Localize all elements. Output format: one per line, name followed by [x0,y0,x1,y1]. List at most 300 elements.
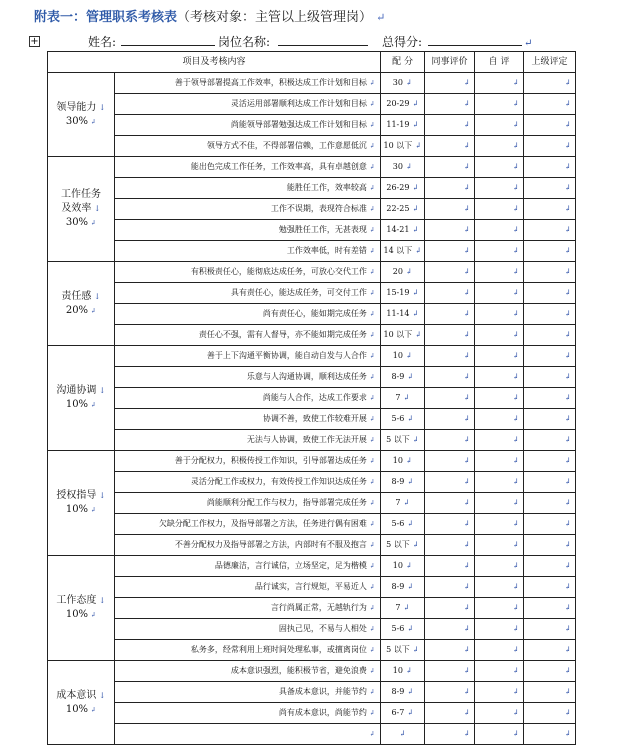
paragraph-mark-icon: ↲ [366,604,376,612]
criterion-text: 能出色完成工作任务，工作效率高，具有卓越创意 [190,162,367,171]
criterion-text: 尚能与人合作，达成工作要求 [262,393,367,402]
total-score-field-line[interactable] [428,45,522,46]
superior-rating-cell[interactable]: ↲ [524,577,576,598]
table-row [48,199,576,220]
peer-rating-cell[interactable]: ↲ [425,577,475,598]
superior-rating-cell[interactable]: ↲ [524,619,576,640]
peer-rating-cell[interactable]: ↲ [425,493,475,514]
criterion-text: 协调不善，致使工作较难开展 [262,414,367,423]
table-row [48,220,576,241]
category-cell [48,346,115,451]
score-range: 8-9 [391,477,405,486]
peer-rating-cell[interactable]: ↲ [425,640,475,661]
criterion-cell [115,283,381,304]
superior-rating-cell[interactable]: ↲ [524,157,576,178]
score-range-cell [381,304,425,325]
score-range-cell [381,325,425,346]
criterion-cell [115,73,381,94]
peer-rating-cell[interactable]: ↲ [425,115,475,136]
self-rating-cell[interactable]: ↲ [475,199,524,220]
paragraph-mark-icon: ↲ [366,646,376,654]
peer-rating-cell[interactable]: ↲ [425,157,475,178]
table-row [48,472,576,493]
superior-rating-cell[interactable]: ↲ [524,493,576,514]
criterion-cell [115,241,381,262]
peer-rating-cell[interactable]: ↲ [425,136,475,157]
criterion-text: 灵活分配工作或权力，有效传授工作知识达成任务 [190,477,367,486]
table-header-row [48,52,576,73]
superior-rating-cell[interactable]: ↲ [524,451,576,472]
category-weight: 20% [65,304,89,316]
header-peer: 同事评价 [425,52,475,73]
paragraph-mark-icon: ↲ [88,401,97,409]
table-row [48,409,576,430]
paragraph-mark-icon: ↲ [402,666,413,675]
superior-rating-cell[interactable]: ↲ [524,682,576,703]
category-name: 工作任务 [61,189,101,200]
peer-rating-cell[interactable]: ↲ [425,73,475,94]
self-rating-cell[interactable]: ↲ [475,577,524,598]
superior-rating-cell[interactable]: ↲ [524,220,576,241]
peer-rating-cell[interactable]: ↲ [425,619,475,640]
score-range: 20 [392,267,403,276]
table-row [48,325,576,346]
superior-rating-cell[interactable]: ↲ [524,241,576,262]
superior-rating-cell[interactable]: ↲ [524,472,576,493]
self-rating-cell[interactable]: ↲ [475,115,524,136]
superior-rating-cell[interactable]: ↲ [524,703,576,724]
paragraph-mark-icon: ↲ [402,78,413,87]
criterion-cell [115,703,381,724]
paragraph-mark-icon: ↲ [409,288,419,297]
category-weight: 10% [65,609,89,620]
category-name: 沟通协调 [56,385,97,396]
peer-rating-cell[interactable]: ↲ [425,325,475,346]
self-rating-cell[interactable]: ↲ [475,283,524,304]
superior-rating-cell[interactable]: ↲ [524,325,576,346]
paragraph-mark-icon: ↲ [412,246,422,255]
score-range-cell [381,514,425,535]
criterion-cell [115,178,381,199]
paragraph-mark-icon: ↲ [404,519,414,528]
paragraph-mark-icon: ↲ [366,226,376,234]
self-rating-cell[interactable]: ↲ [475,94,524,115]
criterion-text: 固执己见，不易与人相处 [278,624,367,633]
table-row [48,535,576,556]
score-range: 11-19 [386,120,410,129]
paragraph-mark-icon: ↲ [409,225,419,234]
paragraph-mark-icon: ↲ [88,705,97,714]
score-range-cell [381,409,425,430]
peer-rating-cell[interactable]: ↲ [425,220,475,241]
superior-rating-cell[interactable]: ↲ [524,304,576,325]
table-row [48,262,576,283]
peer-rating-cell[interactable]: ↲ [425,430,475,451]
criterion-text: 领导方式不佳，不得部署信赖，工作意愿低沉 [206,141,367,150]
criterion-text: 能胜任工作，效率较高 [286,183,367,192]
score-range-cell [381,388,425,409]
criterion-text: 成本意识强烈，能积极节省，避免浪费 [230,666,367,675]
self-rating-cell[interactable]: ↲ [475,136,524,157]
superior-rating-cell[interactable]: ↲ [524,94,576,115]
peer-rating-cell[interactable]: ↲ [425,367,475,388]
score-range-cell [381,577,425,598]
superior-rating-cell[interactable]: ↲ [524,640,576,661]
score-range: 10 [392,351,403,360]
criterion-cell [115,325,381,346]
paragraph-mark-icon: ↵ [524,38,533,49]
paragraph-mark-icon: ↲ [404,414,414,423]
criterion-cell [115,388,381,409]
criterion-text: 无法与人协调，致使工作无法开展 [246,435,367,444]
paragraph-mark-icon: ↲ [409,120,419,129]
superior-rating-cell[interactable]: ↲ [524,598,576,619]
paragraph-mark-icon: ↓ [96,596,106,605]
category-cell [48,157,115,262]
peer-rating-cell[interactable]: ↲ [425,598,475,619]
peer-rating-cell[interactable]: ↲ [425,241,475,262]
paragraph-mark-icon: ↲ [412,330,422,339]
category-weight: 10% [65,399,89,410]
peer-rating-cell[interactable]: ↲ [425,199,475,220]
score-range: 10 [392,666,403,675]
self-rating-cell[interactable]: ↲ [475,451,524,472]
criterion-cell [115,724,381,745]
table-row [48,178,576,199]
paragraph-mark-icon: ↲ [404,708,414,717]
score-range: 10 以下 [383,141,413,150]
criterion-text: 灵活运用部署顺利达成工作计划和目标 [230,99,367,108]
paragraph-mark-icon: ↲ [404,477,414,486]
score-range: 15-19 [386,288,410,297]
paragraph-mark-icon: ↲ [366,436,376,444]
paragraph-mark-icon: ↲ [366,121,376,129]
self-rating-cell[interactable]: ↲ [475,388,524,409]
self-rating-cell[interactable]: ↲ [475,262,524,283]
category-cell [48,262,115,346]
table-row [48,619,576,640]
table-row [48,241,576,262]
self-rating-cell[interactable]: ↲ [475,514,524,535]
peer-rating-cell[interactable]: ↲ [425,703,475,724]
self-rating-cell[interactable]: ↲ [475,724,524,745]
peer-rating-cell[interactable]: ↲ [425,472,475,493]
paragraph-mark-icon: ↲ [366,562,376,570]
header-superior: 上级评定 [524,52,576,73]
score-range: 14 以下 [383,246,413,255]
peer-rating-cell[interactable]: ↲ [425,682,475,703]
paragraph-mark-icon: ↓ [96,491,106,500]
criterion-text: 欠缺分配工作权力，及指导部署之方法，任务进行偶有困难 [158,519,367,528]
criterion-cell [115,367,381,388]
paragraph-mark-icon: ↲ [88,117,97,126]
self-rating-cell[interactable]: ↲ [475,640,524,661]
score-range-cell [381,367,425,388]
self-rating-cell[interactable]: ↲ [475,157,524,178]
paragraph-mark-icon: ↲ [366,289,376,297]
table-row [48,283,576,304]
paragraph-mark-icon: ↓ [96,102,106,112]
category-weight: 10% [65,703,89,715]
paragraph-mark-icon: ↲ [402,351,413,360]
paragraph-mark-icon: ↲ [409,435,419,444]
superior-rating-cell[interactable]: ↲ [524,73,576,94]
score-range: 5 以下 [386,435,410,444]
table-row [48,115,576,136]
score-range-cell [381,94,425,115]
criterion-text: 品行诚实，言行规矩，平易近人 [254,582,367,591]
self-rating-cell[interactable]: ↲ [475,220,524,241]
score-range-cell [381,73,425,94]
superior-rating-cell[interactable]: ↲ [524,178,576,199]
paragraph-mark-icon: ↲ [88,611,97,619]
peer-rating-cell[interactable]: ↲ [425,178,475,199]
superior-rating-cell[interactable]: ↲ [524,283,576,304]
criterion-cell [115,115,381,136]
paragraph-mark-icon: ↲ [366,415,376,423]
table-row [48,703,576,724]
category-name: 及效率 [61,203,92,214]
score-range-cell [381,472,425,493]
superior-rating-cell[interactable]: ↲ [524,136,576,157]
paragraph-mark-icon: ↲ [366,163,376,171]
score-range: 8-9 [391,582,405,591]
table-row [48,598,576,619]
peer-rating-cell[interactable]: ↲ [425,94,475,115]
category-weight: 30% [65,217,89,228]
criterion-text: 有积极责任心，能彻底达成任务，可放心交代工作 [190,267,367,276]
score-range-cell [381,157,425,178]
peer-rating-cell[interactable]: ↲ [425,724,475,745]
self-rating-cell[interactable]: ↲ [475,556,524,577]
score-range: 26-29 [386,183,410,192]
self-rating-cell[interactable]: ↲ [475,472,524,493]
paragraph-mark-icon: ↲ [366,310,376,318]
criterion-cell [115,556,381,577]
table-row [48,556,576,577]
self-rating-cell[interactable]: ↲ [475,241,524,262]
superior-rating-cell[interactable]: ↲ [524,262,576,283]
score-range-cell [381,451,425,472]
position-label: 岗位名称: [218,35,271,49]
superior-rating-cell[interactable]: ↲ [524,199,576,220]
score-range: 7 [395,393,401,402]
paragraph-mark-icon: ↲ [366,331,376,339]
criterion-cell [115,157,381,178]
criterion-text: 不善分配权力及指导部署之方法，内部时有不服及抱言 [174,540,367,549]
table-row [48,682,576,703]
peer-rating-cell[interactable]: ↲ [425,388,475,409]
self-rating-cell[interactable]: ↲ [475,178,524,199]
name-field-line[interactable] [121,45,215,46]
paragraph-mark-icon: ↲ [366,352,376,360]
paragraph-mark-icon: ↲ [402,561,413,570]
self-rating-cell[interactable]: ↲ [475,430,524,451]
score-range-cell [381,241,425,262]
score-range: 11-14 [386,309,410,318]
score-range-cell [381,724,425,745]
paragraph-mark-icon: ↲ [402,267,413,276]
self-rating-cell[interactable]: ↲ [475,619,524,640]
criterion-text: 责任心不强，需有人督导，亦不能如期完成任务 [198,330,367,339]
table-row [48,640,576,661]
score-range-cell [381,178,425,199]
self-rating-cell[interactable]: ↲ [475,682,524,703]
evaluation-table [47,51,576,745]
score-range: 5-6 [391,519,405,528]
criterion-cell [115,451,381,472]
paragraph-mark-icon: ↲ [366,142,376,150]
criterion-cell [115,430,381,451]
self-rating-cell[interactable]: ↲ [475,409,524,430]
criterion-cell [115,619,381,640]
table-move-handle-icon[interactable]: + [30,36,39,47]
self-rating-cell[interactable]: ↲ [475,73,524,94]
paragraph-mark-icon: ↲ [88,506,97,514]
peer-rating-cell[interactable]: ↲ [425,451,475,472]
table-row [48,346,576,367]
score-range-cell [381,115,425,136]
score-range: 30 [392,78,403,87]
score-range: 7 [395,603,401,612]
name-label: 姓名: [88,35,117,49]
criterion-cell [115,493,381,514]
self-rating-cell[interactable]: ↲ [475,703,524,724]
category-name: 工作态度 [56,595,97,606]
superior-rating-cell[interactable]: ↲ [524,724,576,745]
paragraph-mark-icon: ↲ [366,79,376,87]
criterion-text: 具有责任心，能达成任务，可交付工作 [230,288,367,297]
category-weight: 10% [65,504,89,515]
paragraph-mark-icon: ↲ [366,457,376,465]
score-range: 14-21 [386,225,410,234]
criterion-text: 善于分配权力，积极传授工作知识，引导部署达成任务 [174,456,367,465]
paragraph-mark-icon: ↲ [404,624,414,633]
superior-rating-cell[interactable]: ↲ [524,346,576,367]
superior-rating-cell[interactable]: ↲ [524,556,576,577]
position-field-line[interactable] [278,45,368,46]
superior-rating-cell[interactable]: ↲ [524,115,576,136]
score-range: 22-25 [386,204,410,213]
criterion-cell [115,661,381,682]
score-range-cell [381,346,425,367]
criterion-cell [115,304,381,325]
title-subtitle: （考核对象：主管以上级管理岗） [177,10,373,25]
paragraph-mark-icon: ↲ [366,205,376,213]
paragraph-mark-icon: ↲ [409,540,419,549]
criterion-text: 具备成本意识，并能节约 [278,687,367,696]
header-score: 配 分 [381,52,425,73]
category-cell [48,73,115,157]
paragraph-mark-icon: ↲ [400,393,410,402]
superior-rating-cell[interactable]: ↲ [524,535,576,556]
criterion-text: 品德廉洁，言行诚信，立场坚定，足为楷模 [214,561,367,570]
superior-rating-cell[interactable]: ↲ [524,388,576,409]
paragraph-mark-icon: ↲ [366,184,376,192]
peer-rating-cell[interactable]: ↲ [425,409,475,430]
superior-rating-cell[interactable]: ↲ [524,430,576,451]
form-title [34,6,385,25]
superior-rating-cell[interactable]: ↲ [524,661,576,682]
criterion-cell [115,409,381,430]
peer-rating-cell[interactable]: ↲ [425,283,475,304]
self-rating-cell[interactable]: ↲ [475,367,524,388]
paragraph-mark-icon: ↲ [366,499,376,507]
paragraph-mark-icon: ↲ [409,204,419,213]
score-range-cell [381,703,425,724]
peer-rating-cell[interactable]: ↲ [425,514,475,535]
peer-rating-cell[interactable]: ↲ [425,262,475,283]
table-row [48,577,576,598]
score-range: 5 以下 [386,540,410,549]
score-range: 10 以下 [383,330,413,339]
self-rating-cell[interactable]: ↲ [475,325,524,346]
paragraph-mark-icon: ↲ [409,183,419,192]
score-range-cell [381,430,425,451]
criterion-text: 工作效率低，时有差错 [286,246,367,255]
table-row [48,73,576,94]
criterion-cell [115,346,381,367]
criterion-cell [115,94,381,115]
criterion-text: 尚能领导部署勉强达成工作计划和目标 [230,120,367,129]
paragraph-mark-icon: ↲ [366,100,376,108]
table-row [48,304,576,325]
paragraph-mark-icon: ↲ [366,520,376,528]
paragraph-mark-icon: ↲ [402,456,413,465]
criterion-text: 言行尚属正常，无越轨行为 [270,603,367,612]
paragraph-mark-icon: ↓ [96,386,106,395]
paragraph-mark-icon: ↓ [91,204,101,213]
self-rating-cell[interactable]: ↲ [475,493,524,514]
score-range: 30 [392,162,403,171]
criterion-text: 工作不误期，表现符合标准 [270,204,367,213]
self-rating-cell[interactable]: ↲ [475,346,524,367]
criterion-cell [115,262,381,283]
superior-rating-cell[interactable]: ↲ [524,409,576,430]
criterion-cell [115,472,381,493]
self-rating-cell[interactable]: ↲ [475,535,524,556]
score-range: 10 [392,456,403,465]
paragraph-mark-icon: ↲ [400,498,410,507]
score-range-cell [381,556,425,577]
peer-rating-cell[interactable]: ↲ [425,661,475,682]
paragraph-mark-icon: ↲ [366,625,376,633]
superior-rating-cell[interactable]: ↲ [524,367,576,388]
score-range: 20-29 [386,99,410,108]
superior-rating-cell[interactable]: ↲ [524,514,576,535]
criterion-text: 尚能顺利分配工作与权力，指导部署完成任务 [206,498,367,507]
category-name: 成本意识 [56,689,97,701]
score-range-cell [381,283,425,304]
score-range-cell [381,493,425,514]
paragraph-mark-icon: ↲ [400,603,410,612]
self-rating-cell[interactable]: ↲ [475,598,524,619]
peer-rating-cell[interactable]: ↲ [425,535,475,556]
score-range: 6-7 [391,708,405,717]
self-rating-cell[interactable]: ↲ [475,304,524,325]
criterion-cell [115,136,381,157]
peer-rating-cell[interactable]: ↲ [425,556,475,577]
paragraph-mark-icon: ↲ [409,309,419,318]
score-range-cell [381,220,425,241]
self-rating-cell[interactable]: ↲ [475,661,524,682]
score-range-cell [381,262,425,283]
table-row [48,157,576,178]
paragraph-mark-icon: ↲ [88,219,97,227]
peer-rating-cell[interactable]: ↲ [425,304,475,325]
criterion-cell [115,220,381,241]
peer-rating-cell[interactable]: ↲ [425,346,475,367]
